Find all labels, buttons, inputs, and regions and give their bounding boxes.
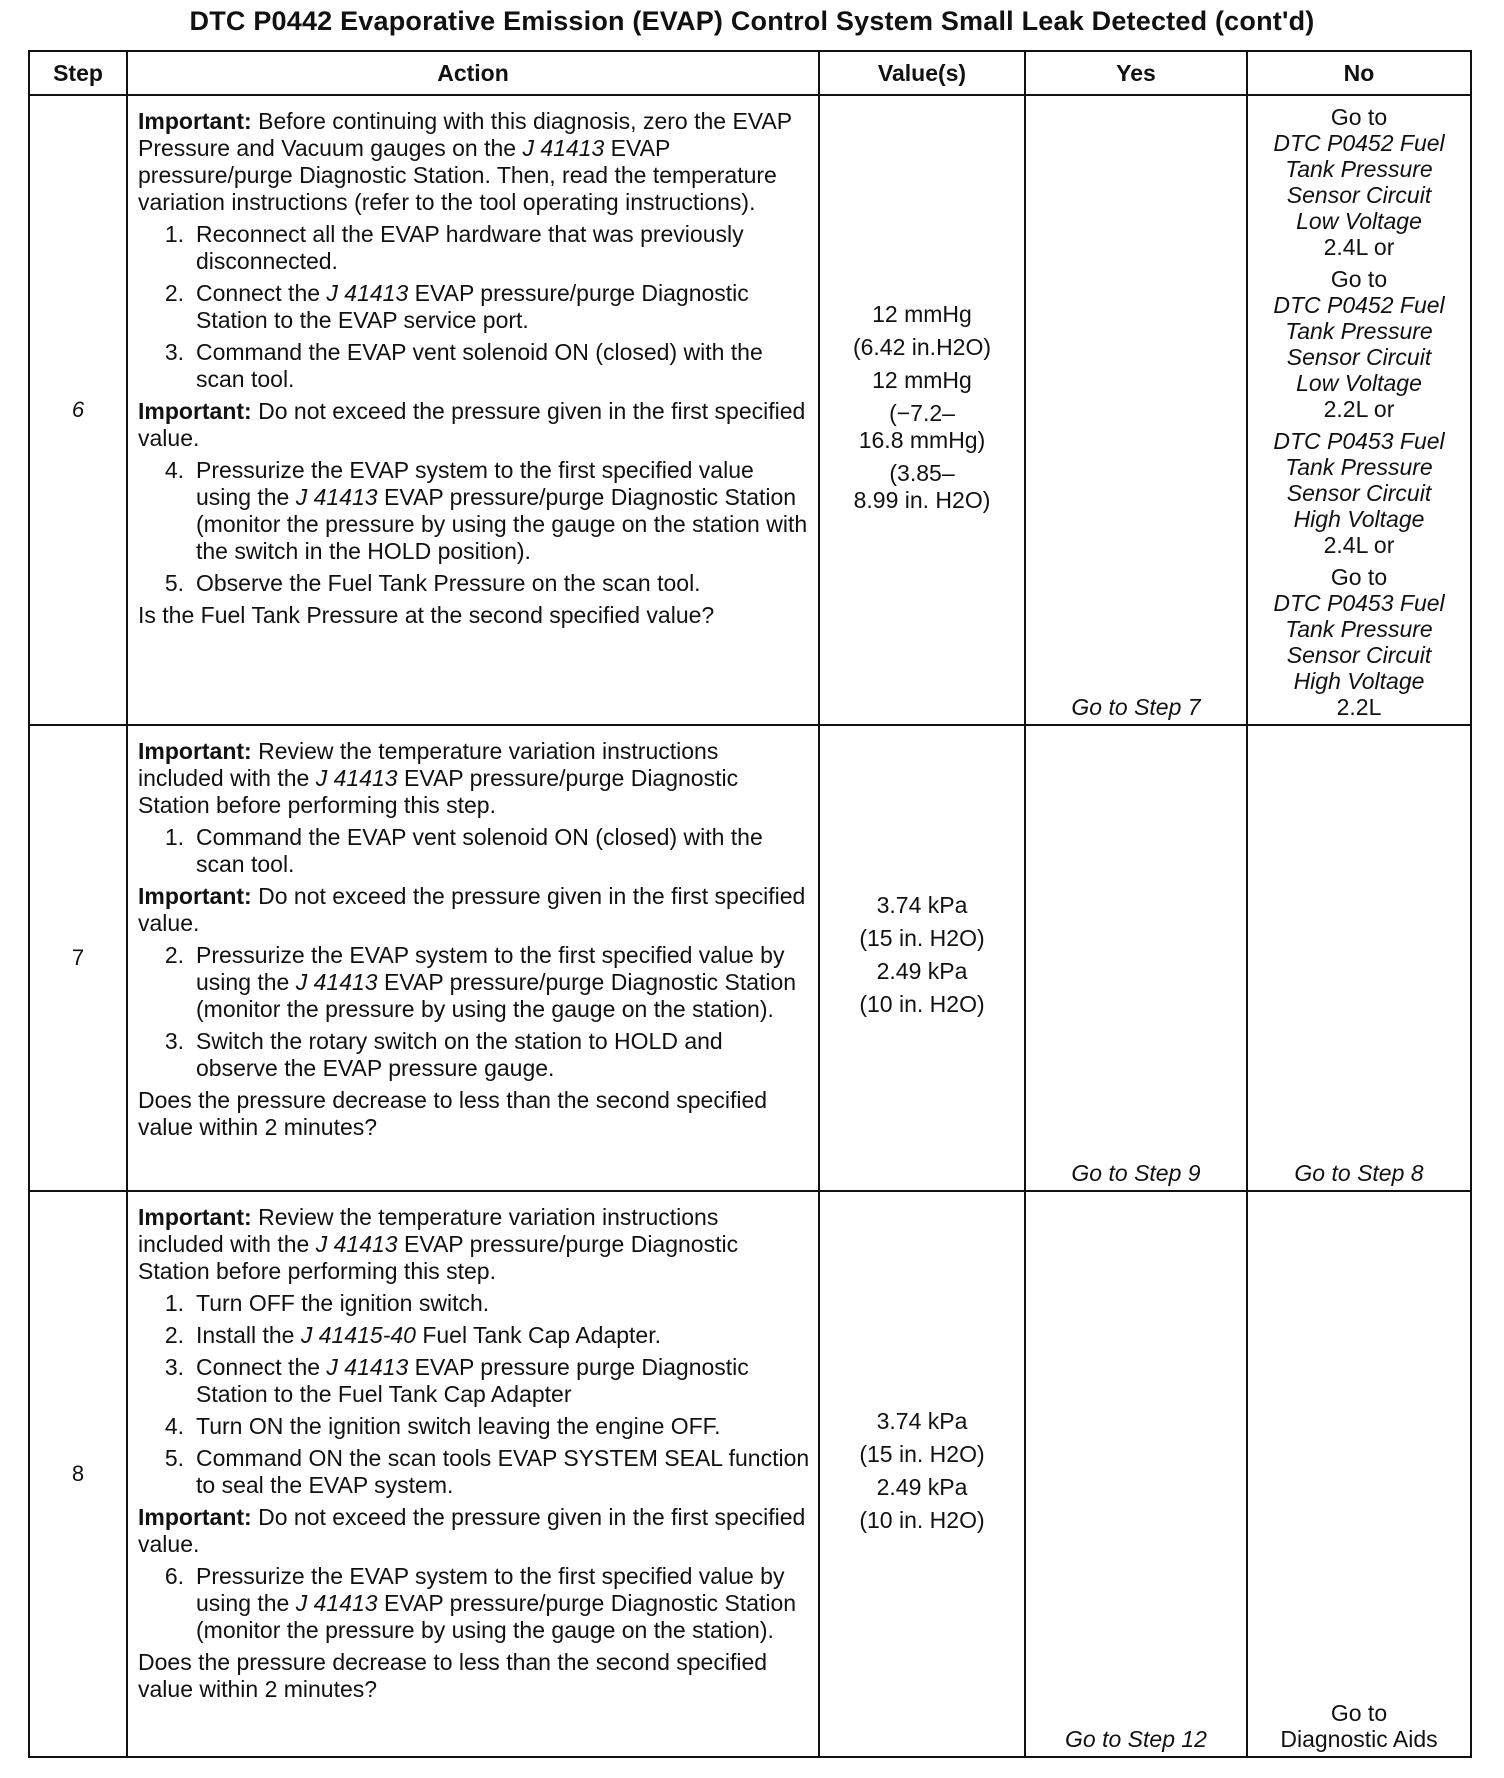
yes-cell: Go to Step 7 (1025, 95, 1247, 725)
column-header-no: No (1247, 51, 1471, 95)
no-cell (1247, 95, 1471, 725)
yes-cell: Go to Step 12 (1025, 1191, 1247, 1757)
column-header-yes: Yes (1025, 51, 1247, 95)
no-option: Go to DTC P0452 Fuel Tank Pressure Sensor Circuit Low Voltage 2.4L or (1273, 104, 1445, 260)
diagnostic-table (28, 50, 1472, 1758)
action-cell (127, 1191, 819, 1757)
question-text: Does the pressure decrease to less than the second specified value within 2 minutes? (138, 1649, 768, 1702)
no-option: Go to DTC P0452 Fuel Tank Pressure Sensor Circuit Low Voltage 2.2L or (1273, 266, 1445, 422)
list-item: 3. Switch the rotary switch on the station to HOLD and observe the EVAP pressure gauge. (164, 1028, 723, 1081)
action-cell (127, 95, 819, 725)
step-number: 8 (29, 1191, 127, 1757)
table-header-row (29, 51, 1471, 95)
list-item: 4. Turn ON the ignition switch leaving the engine OFF. (164, 1413, 721, 1439)
important-note: Important: Do not exceed the pressure given in the first specified value. (138, 398, 806, 451)
important-note: Important: Before continuing with this diagnosis, zero the EVAP Pressure and Vacuum gauges on the J 41413 EVAP pressure/purge Diagnostic Station. Then, read the temperature variation instructions (refer to the tool operating instructions). (138, 108, 792, 215)
table-row-step-6 (29, 95, 1471, 725)
list-item: 4. Pressurize the EVAP system to the first specified value using the J 41413 EVAP pressure/purge Diagnostic Station (monitor the pressure by using the gauge on the station with the switch in the HOLD position). (164, 457, 808, 564)
page-title: DTC P0442 Evaporative Emission (EVAP) Control System Small Leak Detected (cont'd) (189, 6, 1315, 36)
list-item: 5. Command ON the scan tools EVAP SYSTEM SEAL function to seal the EVAP system. (164, 1445, 810, 1498)
question-text: Does the pressure decrease to less than the second specified value within 2 minutes? (138, 1087, 768, 1140)
values-cell: 3.74 kPa (15 in. H2O) 2.49 kPa (10 in. H2O) (819, 1191, 1025, 1757)
column-header-step: Step (29, 51, 127, 95)
table-row-step-7 (29, 725, 1471, 1191)
list-item: 2. Connect the J 41413 EVAP pressure/purge Diagnostic Station to the EVAP service port. (164, 280, 749, 333)
table-row-step-8 (29, 1191, 1471, 1757)
values-cell: 3.74 kPa (15 in. H2O) 2.49 kPa (10 in. H2O) (819, 725, 1025, 1191)
no-cell: Go to Diagnostic Aids (1247, 1191, 1471, 1757)
important-note: Important: Review the temperature variation instructions included with the J 41413 EVAP pressure/purge Diagnostic Station before performing this step. (138, 1204, 739, 1284)
column-header-action: Action (127, 51, 819, 95)
list-item: 1. Command the EVAP vent solenoid ON (closed) with the scan tool. (164, 824, 763, 877)
list-item: 6. Pressurize the EVAP system to the first specified value by using the J 41413 EVAP pressure/purge Diagnostic Station (monitor the pressure by using the gauge on the station). (164, 1563, 797, 1643)
step-number: 7 (29, 725, 127, 1191)
action-cell (127, 725, 819, 1191)
list-item: 1. Reconnect all the EVAP hardware that was previously disconnected. (164, 221, 744, 274)
list-item: 2. Install the J 41415-40 Fuel Tank Cap Adapter. (164, 1322, 662, 1348)
list-item: 5. Observe the Fuel Tank Pressure on the scan tool. (164, 570, 701, 596)
question-text: Is the Fuel Tank Pressure at the second specified value? (138, 602, 715, 628)
list-item: 1. Turn OFF the ignition switch. (164, 1290, 490, 1316)
no-option: Go to DTC P0453 Fuel Tank Pressure Sensor Circuit High Voltage 2.2L (1273, 564, 1445, 720)
important-note: Important: Do not exceed the pressure given in the first specified value. (138, 1504, 806, 1557)
no-option: DTC P0453 Fuel Tank Pressure Sensor Circuit High Voltage 2.4L or (1273, 428, 1445, 558)
list-item: 3. Command the EVAP vent solenoid ON (closed) with the scan tool. (164, 339, 763, 392)
values-cell: 12 mmHg (6.42 in.H2O) 12 mmHg (−7.2– 16.8 mmHg) (3.85– 8.99 in. H2O) (819, 95, 1025, 725)
important-note: Important: Do not exceed the pressure given in the first specified value. (138, 883, 806, 936)
list-item: 3. Connect the J 41413 EVAP pressure purge Diagnostic Station to the Fuel Tank Cap Adapter (164, 1354, 749, 1407)
yes-cell: Go to Step 9 (1025, 725, 1247, 1191)
no-cell: Go to Step 8 (1247, 725, 1471, 1191)
step-number: 6 (29, 95, 127, 725)
column-header-values: Value(s) (819, 51, 1025, 95)
important-note: Important: Review the temperature variation instructions included with the J 41413 EVAP pressure/purge Diagnostic Station before performing this step. (138, 738, 739, 818)
list-item: 2. Pressurize the EVAP system to the first specified value by using the J 41413 EVAP pressure/purge Diagnostic Station (monitor the pressure by using the gauge on the station). (164, 942, 797, 1022)
